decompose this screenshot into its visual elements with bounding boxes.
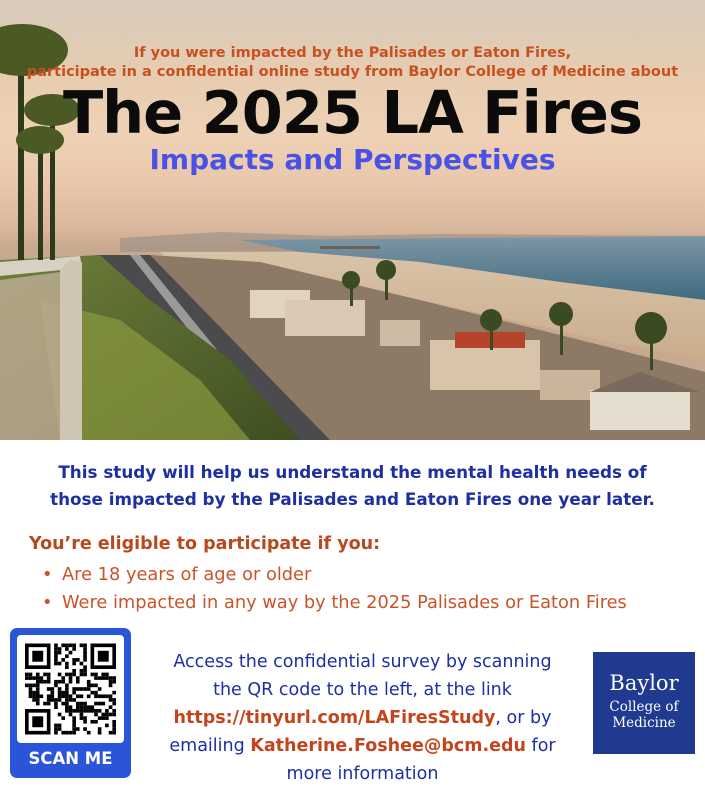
bullet-icon: • bbox=[42, 592, 53, 613]
study-description-line-2: those impacted by the Palisades and Eaton Fires one year later. bbox=[50, 489, 655, 509]
study-description-line-1: This study will help us understand the mental health needs of bbox=[58, 462, 647, 482]
scan-me-label: SCAN ME bbox=[28, 749, 113, 768]
access-text-for: for bbox=[525, 736, 556, 756]
qr-code-icon bbox=[25, 643, 116, 735]
access-line-4 bbox=[147, 732, 578, 760]
qr-code-frame bbox=[17, 635, 124, 743]
access-text-emailing: emailing bbox=[169, 736, 251, 756]
bullet-icon: • bbox=[42, 564, 53, 585]
page-title: The 2025 LA Fires bbox=[62, 78, 643, 147]
access-line-5: more information bbox=[286, 764, 439, 784]
access-instructions bbox=[147, 648, 578, 788]
intro-line-2: participate in a confidential online study from Baylor College of Medicine about bbox=[26, 64, 679, 80]
eligibility-list bbox=[42, 561, 627, 617]
eligibility-item-text: Were impacted in any way by the 2025 Palisades or Eaton Fires bbox=[62, 592, 627, 613]
logo-line-1: Baylor bbox=[609, 671, 679, 695]
study-link[interactable]: https://tinyurl.com/LAFiresStudy bbox=[173, 708, 496, 728]
access-text-or-by: , or by bbox=[495, 708, 552, 728]
list-item bbox=[42, 561, 627, 589]
contact-email-link[interactable]: Katherine.Foshee@bcm.edu bbox=[250, 736, 526, 756]
access-line-3 bbox=[147, 704, 578, 732]
study-description bbox=[0, 459, 705, 513]
logo-line-3: Medicine bbox=[612, 715, 676, 731]
page-subtitle: Impacts and Perspectives bbox=[149, 143, 556, 176]
intro-line-1: If you were impacted by the Palisades or Eaton Fires, bbox=[133, 45, 572, 61]
qr-code-card[interactable] bbox=[10, 628, 131, 778]
logo-line-2: College of bbox=[609, 699, 679, 715]
access-line-2: the QR code to the left, at the link bbox=[213, 680, 512, 700]
list-item bbox=[42, 589, 627, 617]
eligibility-heading: You’re eligible to participate if you: bbox=[29, 534, 381, 554]
eligibility-item-text: Are 18 years of age or older bbox=[62, 564, 312, 585]
baylor-logo bbox=[593, 652, 695, 754]
access-line-1: Access the confidential survey by scanning bbox=[173, 652, 552, 672]
